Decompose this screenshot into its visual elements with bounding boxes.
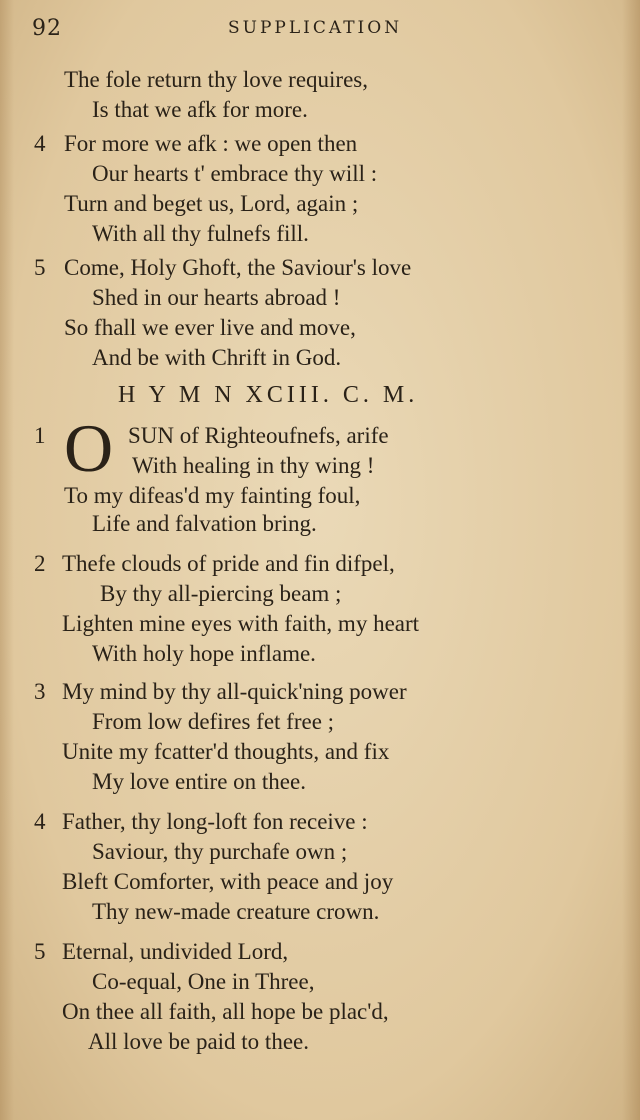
stanza-number: 5 [34, 255, 46, 280]
verse-line: My love entire on thee. [92, 769, 306, 794]
verse-line: SUN of Righteoufnefs, arife [128, 423, 389, 448]
verse-line: With all thy fulnefs fill. [92, 221, 309, 246]
verse-line: Bleft Comforter, with peace and joy [62, 869, 394, 894]
verse-line: And be with Chrift in God. [92, 345, 342, 370]
verse-line: Co-equal, One in Three, [92, 969, 315, 994]
stanza-number: 4 [34, 809, 46, 834]
hymn-title: H Y M N XCIII. C. M. [118, 382, 419, 408]
verse-line: So fhall we ever live and move, [64, 315, 356, 340]
verse-line: Shed in our hearts abroad ! [92, 285, 341, 310]
verse-line: By thy all-piercing beam ; [100, 581, 342, 606]
verse-line: Father, thy long-loft fon receive : [62, 809, 368, 834]
stanza-number: 5 [34, 939, 46, 964]
verse-line: To my difeas'd my fainting foul, [64, 483, 361, 508]
verse-line: Unite my fcatter'd thoughts, and fix [62, 739, 390, 764]
verse-line: The fole return thy love requires, [64, 67, 368, 92]
verse-line: With holy hope inflame. [92, 641, 316, 666]
verse-line: Turn and beget us, Lord, again ; [64, 191, 359, 216]
verse-line: Our hearts t' embrace thy will : [92, 161, 378, 186]
verse-line: Lighten mine eyes with faith, my heart [62, 611, 420, 636]
verse-line: My mind by thy all-quick'ning power [62, 679, 407, 704]
verse-line: For more we afk : we open then [64, 131, 358, 156]
verse-line: Come, Holy Ghoft, the Saviour's love [64, 255, 412, 280]
stanza-number: 2 [34, 551, 46, 576]
verse-line: With healing in thy wing ! [132, 453, 375, 478]
page-edge-left [0, 0, 14, 1120]
verse-line: On thee all faith, all hope be plac'd, [62, 999, 389, 1024]
verse-line: From low defires fet free ; [92, 709, 335, 734]
verse-line: Is that we afk for more. [92, 97, 308, 122]
verse-line: Life and falvation bring. [92, 511, 317, 536]
stanza-number: 3 [34, 679, 46, 704]
stanza-number: 1 [34, 423, 46, 448]
verse-line: All love be paid to thee. [88, 1029, 309, 1054]
stanza-number: 4 [34, 131, 46, 156]
verse-line: Eternal, undivided Lord, [62, 939, 289, 964]
running-head: SUPPLICATION [228, 18, 403, 38]
page-edge-right [622, 0, 640, 1120]
verse-line: Saviour, thy purchafe own ; [92, 839, 348, 864]
verse-line: Thefe clouds of pride and fin difpel, [62, 551, 395, 576]
drop-cap: O [64, 410, 114, 486]
page-number: 92 [32, 16, 62, 41]
verse-line: Thy new-made creature crown. [92, 899, 380, 924]
